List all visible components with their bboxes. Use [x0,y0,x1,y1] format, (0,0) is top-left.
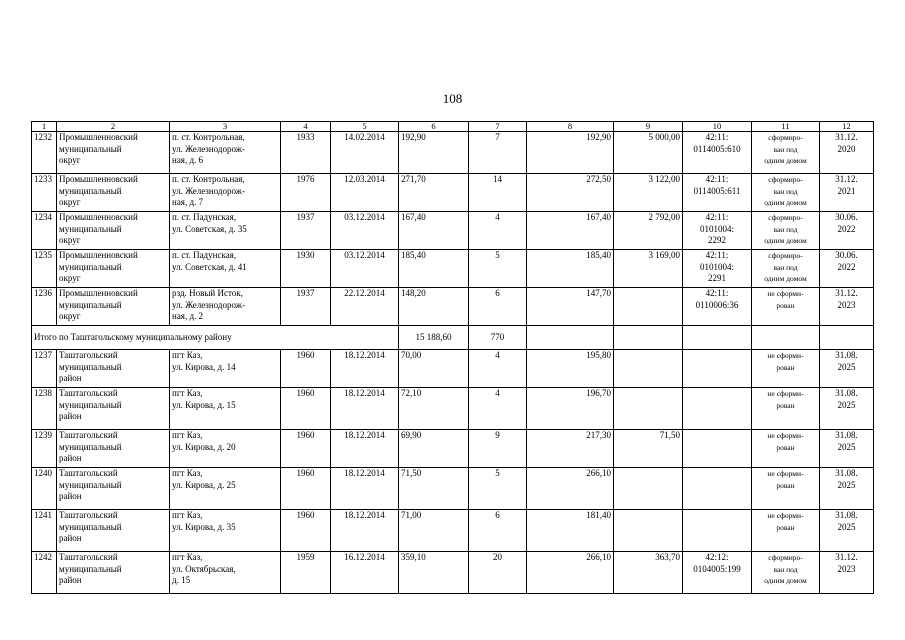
cost-cell [614,388,683,430]
address-cell: пгт Каз, ул. Октябрьская, д. 15 [170,552,281,594]
land-status-cell: сформиро- ван под одним домом [752,552,820,594]
table-row [32,132,874,174]
date-cell: 16.12.2014 [331,552,399,594]
cost-cell: 71,50 [614,430,683,468]
residents-cell: 6 [469,288,527,326]
cost-cell [614,288,683,326]
residents-cell: 6 [469,510,527,552]
year-cell: 1960 [281,350,331,388]
empty-cell [820,326,874,350]
column-number: 5 [331,122,399,132]
area-cell-2: 272,50 [527,174,614,212]
column-number: 12 [820,122,874,132]
date-cell: 18.12.2014 [331,430,399,468]
area-cell-2: 147,70 [527,288,614,326]
area-cell-2: 192,90 [527,132,614,174]
cadastral-number-cell: 42:11: 0101004: 2292 [683,212,752,250]
column-number: 11 [752,122,820,132]
row-number: 1241 [32,510,57,552]
address-cell: п. ст. Контрольная, ул. Железнодорож- ная, д. 7 [170,174,281,212]
municipality-cell: Промышленновский муниципальный округ [57,132,170,174]
area-cell: 167,40 [399,212,469,250]
area-cell-2: 195,80 [527,350,614,388]
cost-cell [614,350,683,388]
year-cell: 1933 [281,132,331,174]
cadastral-number-cell: 42:11: 0114005:610 [683,132,752,174]
cost-cell: 3 122,00 [614,174,683,212]
residents-cell: 4 [469,350,527,388]
year-cell: 1937 [281,212,331,250]
cadastral-number-cell: 42:11: 0101004: 2291 [683,250,752,288]
cadastral-number-cell: 42:12: 0104005:199 [683,552,752,594]
column-number: 9 [614,122,683,132]
row-number: 1237 [32,350,57,388]
subtotal-area: 15 188,60 [399,326,469,350]
column-number: 7 [469,122,527,132]
year-cell: 1930 [281,250,331,288]
area-cell-2: 266,10 [527,468,614,510]
deadline-cell: 31.08. 2025 [820,510,874,552]
year-cell: 1959 [281,552,331,594]
year-cell: 1960 [281,388,331,430]
cadastral-number-cell [683,350,752,388]
deadline-cell: 31.08. 2025 [820,468,874,510]
land-status-cell: не сформи- рован [752,468,820,510]
land-status-cell: не сформи- рован [752,288,820,326]
municipality-cell: Таштагольский муниципальный район [57,430,170,468]
residents-cell: 14 [469,174,527,212]
subtotal-residents: 770 [469,326,527,350]
cost-cell: 3 169,00 [614,250,683,288]
housing-registry-table [31,121,874,594]
cadastral-number-cell: 42:11: 0114005:611 [683,174,752,212]
row-number: 1234 [32,212,57,250]
municipality-cell: Промышленновский муниципальный округ [57,250,170,288]
row-number: 1236 [32,288,57,326]
area-cell: 271,70 [399,174,469,212]
area-cell-2: 217,30 [527,430,614,468]
empty-cell [527,326,614,350]
area-cell: 192,90 [399,132,469,174]
date-cell: 18.12.2014 [331,468,399,510]
area-cell: 69,90 [399,430,469,468]
residents-cell: 4 [469,388,527,430]
municipality-cell: Промышленновский муниципальный округ [57,174,170,212]
table-row [32,468,874,510]
area-cell: 71,50 [399,468,469,510]
deadline-cell: 31.08. 2025 [820,430,874,468]
land-status-cell: не сформи- рован [752,430,820,468]
municipality-cell: Таштагольский муниципальный район [57,388,170,430]
address-cell: пгт Каз, ул. Кирова, д. 25 [170,468,281,510]
page-number: 108 [442,91,463,106]
area-cell: 72,10 [399,388,469,430]
empty-cell [614,326,683,350]
deadline-cell: 30.06. 2022 [820,212,874,250]
area-cell: 71,00 [399,510,469,552]
residents-cell: 5 [469,250,527,288]
column-number-row [32,122,874,132]
row-number: 1233 [32,174,57,212]
address-cell: пгт Каз, ул. Кирова, д. 35 [170,510,281,552]
row-number: 1238 [32,388,57,430]
empty-cell [683,326,752,350]
address-cell: пгт Каз, ул. Кирова, д. 15 [170,388,281,430]
residents-cell: 7 [469,132,527,174]
date-cell: 18.12.2014 [331,388,399,430]
date-cell: 18.12.2014 [331,350,399,388]
table-row [32,250,874,288]
residents-cell: 9 [469,430,527,468]
table-row [32,350,874,388]
area-cell-2: 266,10 [527,552,614,594]
row-number: 1235 [32,250,57,288]
column-number: 6 [399,122,469,132]
land-status-cell: сформиро- ван под одним домом [752,132,820,174]
row-number: 1232 [32,132,57,174]
year-cell: 1976 [281,174,331,212]
year-cell: 1960 [281,468,331,510]
land-status-cell: не сформи- рован [752,350,820,388]
row-number: 1240 [32,468,57,510]
column-number: 1 [32,122,57,132]
area-cell: 185,40 [399,250,469,288]
table-row [32,552,874,594]
residents-cell: 20 [469,552,527,594]
municipality-cell: Таштагольский муниципальный район [57,468,170,510]
municipality-cell: Таштагольский муниципальный район [57,350,170,388]
cadastral-number-cell [683,510,752,552]
deadline-cell: 31.08. 2025 [820,388,874,430]
area-cell-2: 167,40 [527,212,614,250]
empty-cell [752,326,820,350]
deadline-cell: 31.12. 2023 [820,552,874,594]
municipality-cell: Таштагольский муниципальный район [57,510,170,552]
address-cell: пгт Каз, ул. Кирова, д. 14 [170,350,281,388]
cost-cell: 2 792,00 [614,212,683,250]
residents-cell: 4 [469,212,527,250]
table-row [32,510,874,552]
date-cell: 22.12.2014 [331,288,399,326]
residents-cell: 5 [469,468,527,510]
column-number: 3 [170,122,281,132]
table-row [32,430,874,468]
cadastral-number-cell [683,430,752,468]
subtotal-label: Итого по Таштагольскому муниципальному району [32,326,399,350]
area-cell: 148,20 [399,288,469,326]
deadline-cell: 31.12. 2023 [820,288,874,326]
cadastral-number-cell [683,388,752,430]
cost-cell: 5 000,00 [614,132,683,174]
deadline-cell: 30.06. 2022 [820,250,874,288]
land-status-cell: сформиро- ван под одним домом [752,212,820,250]
column-number: 10 [683,122,752,132]
table-row [32,288,874,326]
cost-cell [614,510,683,552]
date-cell: 14.02.2014 [331,132,399,174]
table-row [32,212,874,250]
address-cell: п. ст. Падунская, ул. Советская, д. 41 [170,250,281,288]
land-status-cell: сформиро- ван под одним домом [752,250,820,288]
row-number: 1242 [32,552,57,594]
land-status-cell: сформиро- ван под одним домом [752,174,820,212]
area-cell-2: 181,40 [527,510,614,552]
land-status-cell: не сформи- рован [752,510,820,552]
cost-cell [614,468,683,510]
municipality-cell: Таштагольский муниципальный район [57,552,170,594]
municipality-cell: Промышленновский муниципальный округ [57,288,170,326]
cost-cell: 363,70 [614,552,683,594]
deadline-cell: 31.12. 2021 [820,174,874,212]
row-number: 1239 [32,430,57,468]
table-row [32,174,874,212]
area-cell: 70,00 [399,350,469,388]
address-cell: п. ст. Контрольная, ул. Железнодорож- ная, д. 6 [170,132,281,174]
date-cell: 18.12.2014 [331,510,399,552]
cadastral-number-cell: 42:11: 0110006:36 [683,288,752,326]
cadastral-number-cell [683,468,752,510]
date-cell: 03.12.2014 [331,250,399,288]
column-number: 8 [527,122,614,132]
year-cell: 1960 [281,430,331,468]
subtotal-row [32,326,874,350]
year-cell: 1937 [281,288,331,326]
column-number: 4 [281,122,331,132]
land-status-cell: не сформи- рован [752,388,820,430]
area-cell: 359,10 [399,552,469,594]
date-cell: 03.12.2014 [331,212,399,250]
address-cell: п. ст. Падунская, ул. Советская, д. 35 [170,212,281,250]
year-cell: 1960 [281,510,331,552]
deadline-cell: 31.12. 2020 [820,132,874,174]
area-cell-2: 185,40 [527,250,614,288]
address-cell: рзд. Новый Исток, ул. Железнодорож- ная, д. 2 [170,288,281,326]
date-cell: 12.03.2014 [331,174,399,212]
deadline-cell: 31.08. 2025 [820,350,874,388]
address-cell: пгт Каз, ул. Кирова, д. 20 [170,430,281,468]
column-number: 2 [57,122,170,132]
table-row [32,388,874,430]
area-cell-2: 196,70 [527,388,614,430]
municipality-cell: Промышленновский муниципальный округ [57,212,170,250]
